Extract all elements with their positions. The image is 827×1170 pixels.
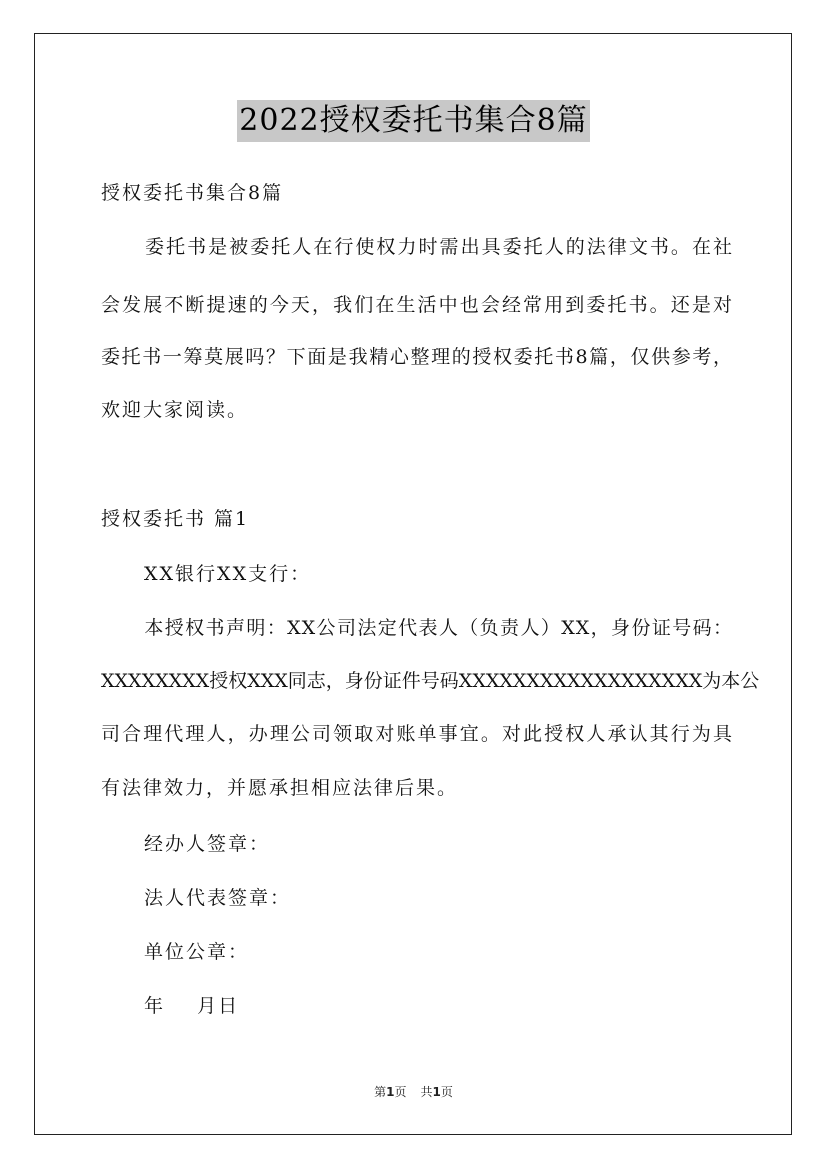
intro-paragraph-line-4: 欢迎大家阅读。 <box>101 399 249 421</box>
footer-page-unit: 页 <box>394 1085 407 1099</box>
intro-paragraph-line-2: 会发展不断提速的今天，我们在生活中也会经常用到委托书。还是对 <box>101 294 733 316</box>
signature-company-seal: 单位公章： <box>144 941 250 963</box>
body-paragraph-line-1 <box>101 614 733 642</box>
footer-total-unit: 页 <box>440 1085 453 1099</box>
signature-legal-rep: 法人代表签章： <box>144 887 292 909</box>
footer-page-prefix: 第 <box>374 1085 387 1099</box>
body-paragraph-line-4: 有法律效力，并愿承担相应法律后果。 <box>101 777 459 799</box>
body-paragraph-line-2: XXXXXXXX授权XXX同志，身份证件号码XXXXXXXXXXXXXXXXXX为本公 <box>101 670 760 692</box>
intro-text-1: 委托书是被委托人在行使权力时需出具委托人的法律文书。在社 <box>144 236 733 258</box>
document-subtitle: 授权委托书集合8篇 <box>101 182 284 204</box>
intro-paragraph-line-3: 委托书一筹莫展吗？下面是我精心整理的授权委托书8篇，仅供参考， <box>101 346 733 368</box>
addressee: XX银行XX支行： <box>144 563 312 585</box>
document-title: 2022授权委托书集合8篇 <box>237 100 589 142</box>
footer-total-prefix: 共 <box>420 1085 433 1099</box>
page-footer <box>0 1083 827 1101</box>
date-line: 年 月日 <box>144 995 240 1017</box>
body-paragraph-line-3: 司合理代理人，办理公司领取对账单事宜。对此授权人承认其行为具 <box>101 723 733 745</box>
title-container <box>0 100 827 142</box>
body-text-1: 本授权书声明：XX公司法定代表人（负责人）XX，身份证号码： <box>144 617 733 639</box>
intro-paragraph-line-1 <box>101 233 733 261</box>
footer-page-total: 1 <box>432 1085 441 1099</box>
footer-page-current: 1 <box>386 1085 395 1099</box>
section-heading: 授权委托书 篇1 <box>101 508 250 530</box>
signature-handler: 经办人签章： <box>144 833 271 855</box>
